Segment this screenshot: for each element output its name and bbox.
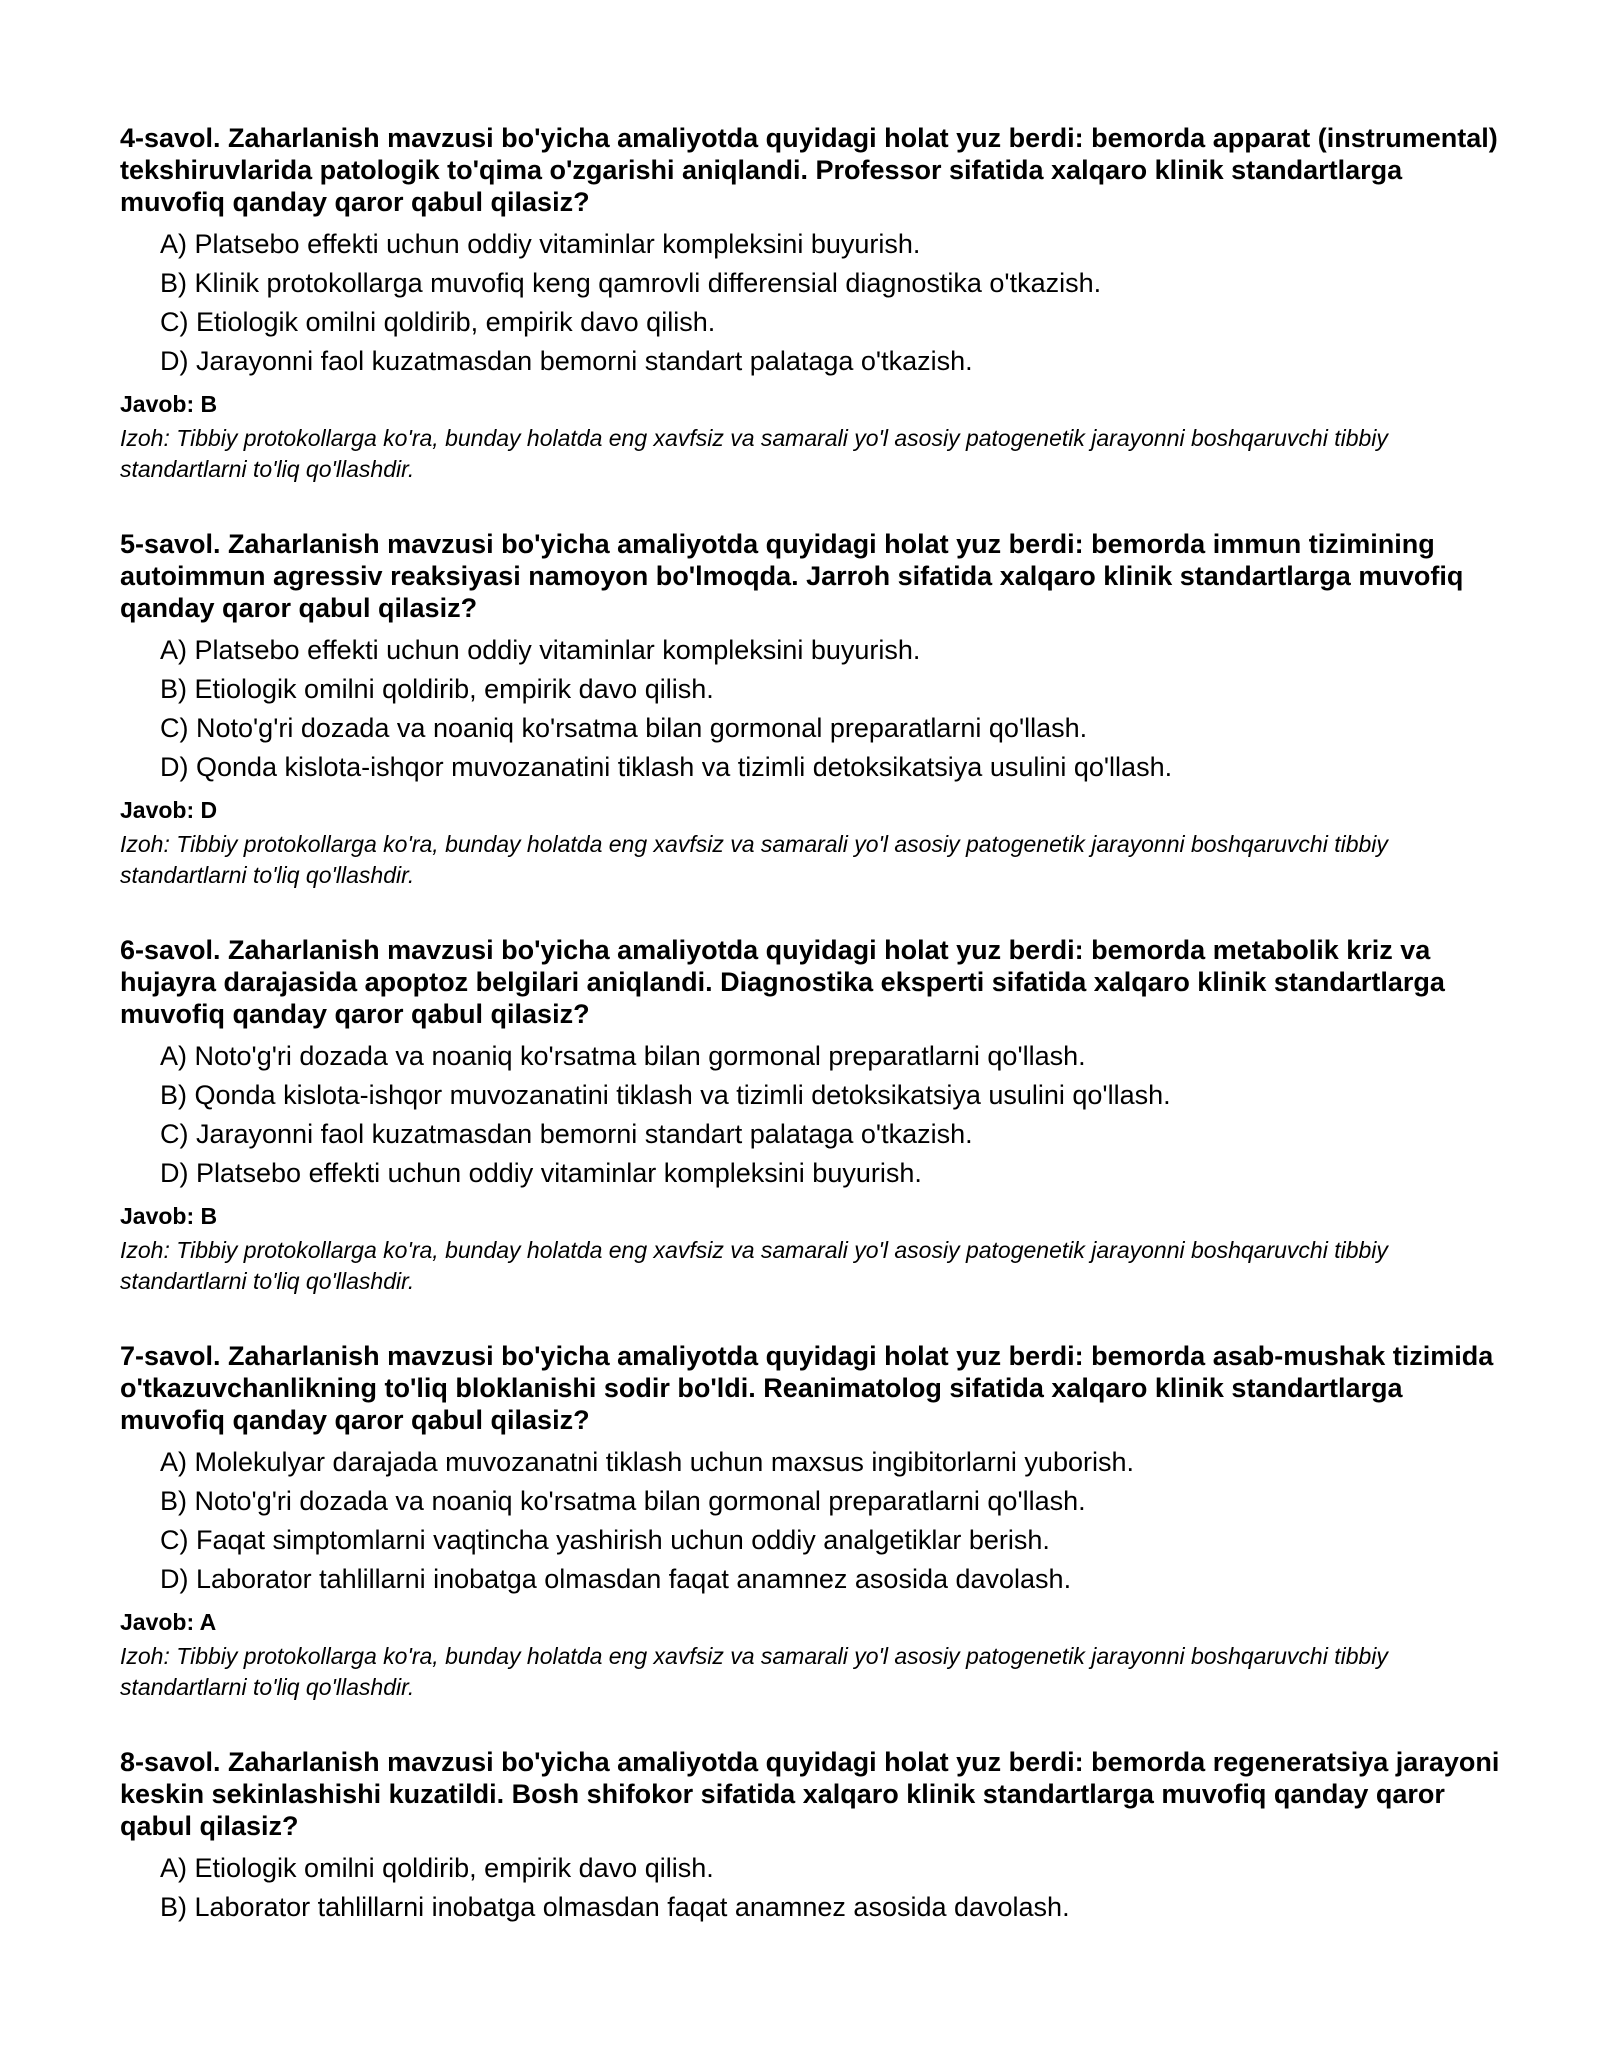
option-a: A) Platsebo effekti uchun oddiy vitaminlar kompleksini buyurish. (160, 635, 921, 665)
correct-answer: Javob: D (120, 797, 218, 823)
question-title: 6-savol. Zaharlanish mavzusi bo'yicha amaliyotda quyidagi holat yuz berdi: bemorda metabolik kriz va hujayra darajasida apoptoz belgilari aniqlandi. Diagnostika eksperti sifatida xalqaro klinik standartlarga muvofiq qanday qaror qabul qilasiz? (120, 935, 1445, 1029)
option-d: D) Laborator tahlillarni inobatga olmasdan faqat anamnez asosida davolash. (160, 1564, 1072, 1594)
question-4 (120, 122, 1500, 485)
option-a: A) Platsebo effekti uchun oddiy vitaminlar kompleksini buyurish. (160, 229, 921, 259)
correct-answer: Javob: B (120, 1203, 218, 1229)
correct-answer: Javob: A (120, 1609, 217, 1635)
option-c: C) Noto'g'ri dozada va noaniq ko'rsatma bilan gormonal preparatlarni qo'llash. (160, 713, 1088, 743)
question-5 (120, 528, 1500, 891)
question-6 (120, 934, 1500, 1297)
explanation-note: Izoh: Tibbiy protokollarga ko'ra, bunday holatda eng xavfsiz va samarali yo'l asosiy patogenetik jarayonni boshqaruvchi tibbiy standartlarni to'liq qo'llashdir. (120, 1643, 1388, 1700)
option-c: C) Faqat simptomlarni vaqtincha yashirish uchun oddiy analgetiklar berish. (160, 1525, 1050, 1555)
option-b: B) Noto'g'ri dozada va noaniq ko'rsatma bilan gormonal preparatlarni qo'llash. (160, 1486, 1086, 1516)
question-title: 4-savol. Zaharlanish mavzusi bo'yicha amaliyotda quyidagi holat yuz berdi: bemorda apparat (instrumental) tekshiruvlarida patologik to'qima o'zgarishi aniqlandi. Professor sifatida xalqaro klinik standartlarga muvofiq qanday qaror qabul qilasiz? (120, 123, 1498, 217)
explanation-note: Izoh: Tibbiy protokollarga ko'ra, bunday holatda eng xavfsiz va samarali yo'l asosiy patogenetik jarayonni boshqaruvchi tibbiy standartlarni to'liq qo'llashdir. (120, 425, 1388, 482)
option-a: A) Noto'g'ri dozada va noaniq ko'rsatma bilan gormonal preparatlarni qo'llash. (160, 1041, 1086, 1071)
correct-answer: Javob: B (120, 391, 218, 417)
option-b: B) Etiologik omilni qoldirib, empirik davo qilish. (160, 674, 714, 704)
option-d: D) Platsebo effekti uchun oddiy vitaminlar kompleksini buyurish. (160, 1158, 922, 1188)
option-c: C) Etiologik omilni qoldirib, empirik davo qilish. (160, 307, 716, 337)
explanation-note: Izoh: Tibbiy protokollarga ko'ra, bunday holatda eng xavfsiz va samarali yo'l asosiy patogenetik jarayonni boshqaruvchi tibbiy standartlarni to'liq qo'llashdir. (120, 831, 1388, 888)
answer-options (120, 1443, 1500, 1599)
question-title: 7-savol. Zaharlanish mavzusi bo'yicha amaliyotda quyidagi holat yuz berdi: bemorda asab-mushak tizimida o'tkazuvchanlikning to'liq bloklanishi sodir bo'ldi. Reanimatolog sifatida xalqaro klinik standartlarga muvofiq qanday qaror qabul qilasiz? (120, 1341, 1494, 1435)
question-8 (120, 1746, 1500, 1927)
option-c: C) Jarayonni faol kuzatmasdan bemorni standart palataga o'tkazish. (160, 1119, 973, 1149)
answer-options (120, 1849, 1500, 1927)
question-title: 5-savol. Zaharlanish mavzusi bo'yicha amaliyotda quyidagi holat yuz berdi: bemorda immun tizimining autoimmun agressiv reaksiyasi namoyon bo'lmoqda. Jarroh sifatida xalqaro klinik standartlarga muvofiq qanday qaror qabul qilasiz? (120, 529, 1464, 623)
option-b: B) Laborator tahlillarni inobatga olmasdan faqat anamnez asosida davolash. (160, 1892, 1070, 1922)
option-b: B) Qonda kislota-ishqor muvozanatini tiklash va tizimli detoksikatsiya usulini qo'llash. (160, 1080, 1171, 1110)
answer-options (120, 1037, 1500, 1193)
option-b: B) Klinik protokollarga muvofiq keng qamrovli differensial diagnostika o'tkazish. (160, 268, 1102, 298)
option-a: A) Molekulyar darajada muvozanatni tiklash uchun maxsus ingibitorlarni yuborish. (160, 1447, 1134, 1477)
question-title: 8-savol. Zaharlanish mavzusi bo'yicha amaliyotda quyidagi holat yuz berdi: bemorda regeneratsiya jarayoni keskin sekinlashishi kuzatildi. Bosh shifokor sifatida xalqaro klinik standartlarga muvofiq qanday qaror qabul qilasiz? (120, 1747, 1500, 1841)
explanation-note: Izoh: Tibbiy protokollarga ko'ra, bunday holatda eng xavfsiz va samarali yo'l asosiy patogenetik jarayonni boshqaruvchi tibbiy standartlarni to'liq qo'llashdir. (120, 1237, 1388, 1294)
document-page (120, 122, 1500, 1970)
option-d: D) Qonda kislota-ishqor muvozanatini tiklash va tizimli detoksikatsiya usulini qo'llash. (160, 752, 1173, 782)
option-d: D) Jarayonni faol kuzatmasdan bemorni standart palataga o'tkazish. (160, 346, 973, 376)
answer-options (120, 225, 1500, 381)
option-a: A) Etiologik omilni qoldirib, empirik davo qilish. (160, 1853, 714, 1883)
question-7 (120, 1340, 1500, 1703)
answer-options (120, 631, 1500, 787)
